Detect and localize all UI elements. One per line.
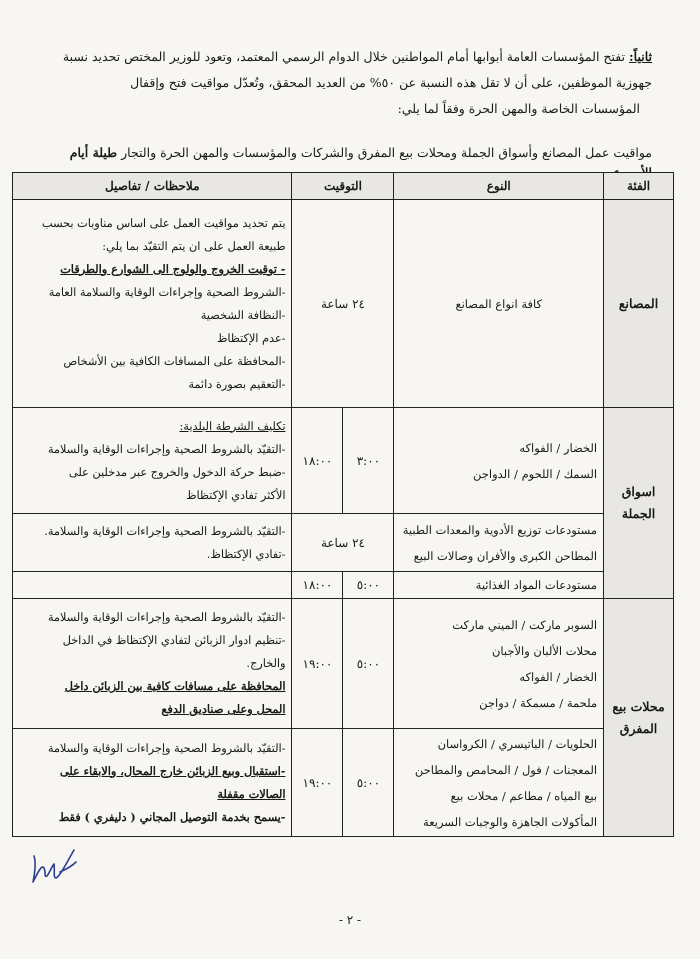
notes-wholesale-3	[13, 572, 292, 599]
notes-wholesale-2	[13, 514, 292, 572]
category-retail: محلات بيع المفرق	[604, 599, 674, 837]
notes-retail-2	[13, 729, 292, 837]
header-category: الفئة	[604, 173, 674, 200]
note-line: طبيعة العمل على ان يتم التقيّد بما يلي:	[102, 239, 286, 253]
type-wholesale-2	[394, 514, 604, 572]
handwritten-signature	[30, 842, 80, 886]
note-line: -المحافظة على المسافات الكافية بين الأشخاص	[63, 354, 286, 368]
table-heading-bold: طيلة أيام	[69, 145, 118, 160]
header-timing: التوقيت	[292, 173, 394, 200]
category-factories: المصانع	[604, 200, 674, 408]
note-line: الصالات مقفلة	[217, 786, 286, 801]
note-line: -التعقيم بصورة دائمة	[188, 377, 286, 391]
timing-from-wholesale-3: ٥:٠٠	[343, 572, 394, 599]
timing-to-wholesale-3: ١٨:٠٠	[292, 572, 343, 599]
table-row-retail-1	[13, 599, 674, 729]
note-line: -تنظيم ادوار الزبائن لتفادي الإكتظاظ في الداخل	[62, 634, 286, 647]
table-row-factories	[13, 200, 674, 408]
type-retail-1	[394, 599, 604, 729]
header-type: النوع	[394, 173, 604, 200]
type-line: السوبر ماركت / الميني ماركت	[452, 617, 598, 632]
type-wholesale-3: مستودعات المواد الغذائية	[394, 572, 604, 599]
note-line: -التقيّد بالشروط الصحية وإجراءات الوقاية والسلامة	[47, 741, 286, 755]
type-line: المعجنات / فول / المحامص والمطاحن	[414, 762, 598, 777]
note-line: -يسمح بخدمة التوصيل المجاني ( دليفري ) فقط	[58, 809, 286, 824]
header-notes: ملاحظات / تفاصيل	[13, 173, 292, 200]
type-factories: كافة انواع المصانع	[394, 200, 604, 408]
table-header-row	[13, 173, 674, 200]
note-line: -التقيّد بالشروط الصحية وإجراءات الوقاية والسلامة.	[44, 524, 286, 538]
timing-to-retail-2: ١٩:٠٠	[292, 729, 343, 837]
table-row-wholesale-3	[13, 572, 674, 599]
timing-to-retail-1: ١٩:٠٠	[292, 599, 343, 729]
type-line: بيع المياه / مطاعم / محلات بيع	[450, 788, 598, 803]
intro-lead: ثانياً:	[629, 49, 652, 64]
type-line: المأكولات الجاهزة والوجبات السريعة	[423, 814, 598, 829]
intro-line-2: جهوزية الموظفين، على أن لا تقل هذه النسبة عن ٥٠% من العديد المحقق، وتُعدّل مواقيت فتح وإقفال	[130, 75, 652, 90]
schedule-table	[12, 172, 674, 837]
timing-from-retail-1: ٥:٠٠	[343, 599, 394, 729]
note-line: -استقبال وبيع الزبائن خارج المحال، والابقاء على	[59, 763, 286, 778]
type-line: الحلويات / الباتيسري / الكرواسان	[437, 736, 598, 751]
note-line: الأكثر تفادي الإكتظاظ	[186, 488, 286, 502]
type-retail-2	[394, 729, 604, 837]
note-line: -النظافة الشخصية	[200, 308, 286, 322]
note-line: -عدم الإكتظاظ	[216, 331, 286, 345]
note-line: -تفادي الإكتظاظ.	[206, 547, 286, 561]
timing-from-wholesale-1: ٣:٠٠	[343, 408, 394, 514]
type-wholesale-1	[394, 408, 604, 514]
timing-factories: ٢٤ ساعة	[292, 200, 394, 408]
notes-wholesale-1	[13, 408, 292, 514]
table-row-retail-2	[13, 729, 674, 837]
note-line: المحافظة على مسافات كافية بين الزبائن داخل	[64, 679, 286, 693]
table-row-wholesale-1	[13, 408, 674, 514]
page-number: - ٢ -	[338, 913, 362, 927]
type-line: الخضار / الفواكه	[519, 669, 598, 684]
table-row-wholesale-2	[13, 514, 674, 572]
notes-retail-1	[13, 599, 292, 729]
type-line: الخضار / الفواكه	[519, 440, 598, 455]
note-line: - توقيت الخروج والولوج الى الشوارع والطرقات	[60, 261, 286, 276]
timing-to-wholesale-1: ١٨:٠٠	[292, 408, 343, 514]
note-line: -التقيّد بالشروط الصحية وإجراءات الوقاية والسلامة	[47, 442, 286, 456]
type-line: المطاحن الكبرى والأفران وصالات البيع	[413, 548, 598, 563]
note-line: -الشروط الصحية وإجراءات الوقاية والسلامة العامة	[48, 285, 286, 299]
type-line: محلات الألبان والأجبان	[491, 643, 598, 658]
note-line: المحل وعلى صناديق الدفع	[161, 702, 286, 716]
intro-paragraph	[30, 44, 652, 122]
note-line: تكليف الشرطة البلدية:	[179, 419, 286, 433]
category-wholesale: اسواق الجملة	[604, 408, 674, 599]
type-line: ملحمة / مسمكة / دواجن	[479, 695, 598, 710]
timing-wholesale-2: ٢٤ ساعة	[292, 514, 394, 572]
intro-line-3: المؤسسات الخاصة والمهن الحرة وفقاً لما يلي:	[397, 101, 640, 116]
notes-factories	[13, 200, 292, 408]
note-line: -التقيّد بالشروط الصحية وإجراءات الوقاية والسلامة	[47, 611, 286, 624]
table-heading-text: مواقيت عمل المصانع وأسواق الجملة ومحلات بيع المفرق والشركات والمؤسسات والمهن الحرة والتجار	[121, 145, 652, 160]
type-line: مستودعات توزيع الأدوية والمعدات الطبية	[402, 522, 598, 537]
note-line: يتم تحديد مواقيت العمل على اساس مناوبات بحسب	[41, 216, 286, 230]
note-line: -ضبط حركة الدخول والخروج عبر مدخلين على	[68, 465, 286, 479]
timing-from-retail-2: ٥:٠٠	[343, 729, 394, 837]
note-line: والخارج.	[246, 657, 286, 670]
intro-line-1: تفتح المؤسسات العامة أبوابها أمام المواطنين خلال الدوام الرسمي المعتمد، وتعود للوزير المختص تحديد نسبة	[62, 49, 626, 64]
type-line: السمك / اللحوم / الدواجن	[473, 466, 598, 481]
